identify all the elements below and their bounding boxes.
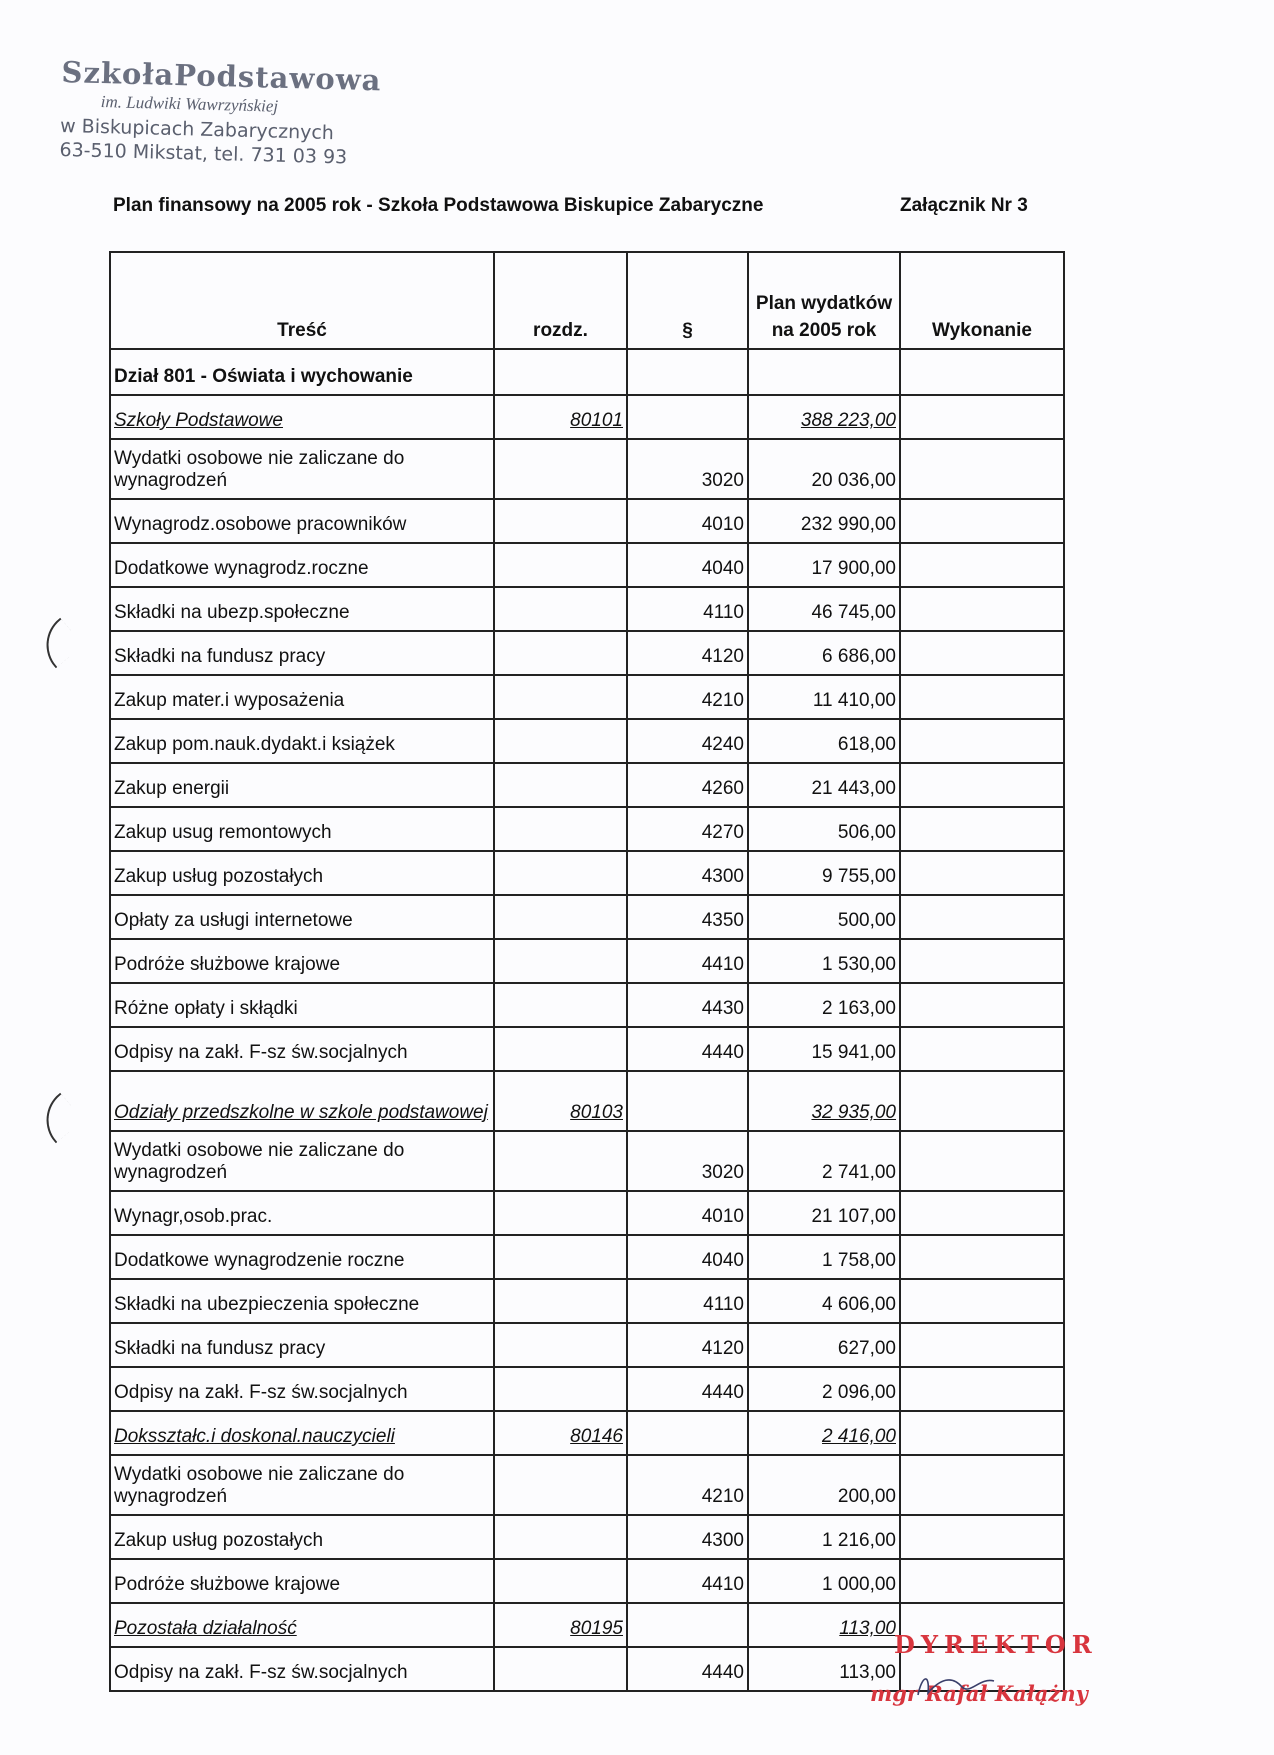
cell-plan: 388 223,00	[748, 395, 900, 439]
cell-wykonanie	[900, 543, 1064, 587]
cell-rozdz	[494, 851, 627, 895]
cell-wykonanie	[900, 1411, 1064, 1455]
cell-tresc: Składki na ubezpieczenia społeczne	[110, 1279, 494, 1323]
cell-wykonanie	[900, 631, 1064, 675]
cell-paragraph: 4040	[627, 1235, 748, 1279]
column-header-plan: Plan wydatków na 2005 rok	[748, 252, 900, 349]
cell-plan: 506,00	[748, 807, 900, 851]
cell-plan: 46 745,00	[748, 587, 900, 631]
table-row	[110, 1235, 1064, 1279]
section-title: Dział 801 - Oświata i wychowanie	[110, 349, 494, 395]
cell-paragraph: 4120	[627, 1323, 748, 1367]
cell-paragraph: 4300	[627, 851, 748, 895]
cell-paragraph: 4110	[627, 587, 748, 631]
cell-paragraph: 4410	[627, 1559, 748, 1603]
cell-rozdz	[494, 1027, 627, 1071]
cell-rozdz: 80146	[494, 1411, 627, 1455]
cell-rozdz	[494, 587, 627, 631]
cell-plan: 2 096,00	[748, 1367, 900, 1411]
cell-plan: 232 990,00	[748, 499, 900, 543]
cell-rozdz	[494, 1455, 627, 1515]
column-header-wykonanie: Wykonanie	[900, 252, 1064, 349]
cell-rozdz	[494, 499, 627, 543]
cell-wykonanie	[900, 1071, 1064, 1131]
cell-paragraph: 4110	[627, 1279, 748, 1323]
table-row	[110, 1559, 1064, 1603]
cell-rozdz	[494, 1559, 627, 1603]
cell-paragraph: 4440	[627, 1027, 748, 1071]
cell-tresc: Wydatki osobowe nie zaliczane do wynagrodzeń	[110, 1455, 494, 1515]
cell-wykonanie	[900, 1027, 1064, 1071]
cell-rozdz	[494, 1367, 627, 1411]
cell-plan: 1 530,00	[748, 939, 900, 983]
table-row	[110, 439, 1064, 499]
cell-wykonanie	[900, 1559, 1064, 1603]
cell-plan: 21 107,00	[748, 1191, 900, 1235]
table-row	[110, 631, 1064, 675]
cell-plan: 4 606,00	[748, 1279, 900, 1323]
table-row	[110, 675, 1064, 719]
cell-plan: 200,00	[748, 1455, 900, 1515]
cell-paragraph: 3020	[627, 1131, 748, 1191]
table-header-row	[110, 252, 1064, 349]
cell-tresc: Opłaty za usługi internetowe	[110, 895, 494, 939]
cell-wykonanie	[900, 395, 1064, 439]
cell-plan: 11 410,00	[748, 675, 900, 719]
punch-hole-mark	[33, 1093, 84, 1144]
cell-paragraph: 4440	[627, 1367, 748, 1411]
table-row	[110, 1279, 1064, 1323]
cell-rozdz	[494, 1235, 627, 1279]
cell-plan: 20 036,00	[748, 439, 900, 499]
cell-tresc: Zakup pom.nauk.dydakt.i książek	[110, 719, 494, 763]
table-row	[110, 939, 1064, 983]
cell-wykonanie	[900, 1515, 1064, 1559]
cell-tresc: Szkoły Podstawowe	[110, 395, 494, 439]
cell-wykonanie	[900, 1279, 1064, 1323]
cell-paragraph: 4260	[627, 763, 748, 807]
cell-rozdz	[494, 807, 627, 851]
table-row	[110, 499, 1064, 543]
cell-wykonanie	[900, 439, 1064, 499]
cell-wykonanie	[900, 1323, 1064, 1367]
cell-plan: 32 935,00	[748, 1071, 900, 1131]
cell-tresc: Odziały przedszkolne w szkole podstawowej	[110, 1071, 494, 1131]
cell-wykonanie	[900, 1235, 1064, 1279]
table-row	[110, 807, 1064, 851]
cell-plan: 113,00	[748, 1647, 900, 1691]
cell-rozdz: 80101	[494, 395, 627, 439]
document-title: Plan finansowy na 2005 rok - Szkoła Podstawowa Biskupice Zabaryczne	[113, 195, 764, 216]
cell-tresc: Dodatkowe wynagrodzenie roczne	[110, 1235, 494, 1279]
cell-rozdz: 80103	[494, 1071, 627, 1131]
cell-rozdz	[494, 439, 627, 499]
column-header-rozdz: rozdz.	[494, 252, 627, 349]
cell-paragraph	[627, 1603, 748, 1647]
cell-plan: 1 216,00	[748, 1515, 900, 1559]
cell-wykonanie	[900, 851, 1064, 895]
cell-wykonanie	[900, 1131, 1064, 1191]
handwritten-signature-icon	[910, 1665, 1000, 1705]
cell-tresc: Składki na fundusz pracy	[110, 631, 494, 675]
cell-tresc: Odpisy na zakł. F-sz św.socjalnych	[110, 1027, 494, 1071]
table-row	[110, 1367, 1064, 1411]
cell-rozdz	[494, 1191, 627, 1235]
cell-paragraph: 4410	[627, 939, 748, 983]
cell-wykonanie	[900, 763, 1064, 807]
cell-paragraph	[627, 395, 748, 439]
cell-tresc: Zakup mater.i wyposażenia	[110, 675, 494, 719]
annex-number: Załącznik Nr 3	[900, 195, 1028, 216]
punch-hole-mark	[33, 618, 84, 669]
cell-paragraph	[627, 1411, 748, 1455]
table-row	[110, 1323, 1064, 1367]
cell-plan: 1 000,00	[748, 1559, 900, 1603]
cell-tresc: Wynagrodz.osobowe pracowników	[110, 499, 494, 543]
cell-rozdz	[494, 719, 627, 763]
cell-plan: 1 758,00	[748, 1235, 900, 1279]
cell-tresc: Wydatki osobowe nie zaliczane do wynagrodzeń	[110, 439, 494, 499]
cell-wykonanie	[900, 1367, 1064, 1411]
cell-plan: 113,00	[748, 1603, 900, 1647]
cell-rozdz	[494, 675, 627, 719]
cell-paragraph: 4210	[627, 1455, 748, 1515]
table-row	[110, 1027, 1064, 1071]
cell-rozdz	[494, 1647, 627, 1691]
cell-paragraph: 3020	[627, 439, 748, 499]
cell-paragraph: 4120	[627, 631, 748, 675]
cell-tresc: Odpisy na zakł. F-sz św.socjalnych	[110, 1647, 494, 1691]
column-header-tresc: Treść	[110, 252, 494, 349]
cell-paragraph: 4440	[627, 1647, 748, 1691]
cell-paragraph: 4270	[627, 807, 748, 851]
table-cell	[627, 349, 748, 395]
cell-paragraph: 4040	[627, 543, 748, 587]
table-row	[110, 1131, 1064, 1191]
cell-paragraph: 4010	[627, 1191, 748, 1235]
table-cell	[494, 349, 627, 395]
cell-tresc: Dodatkowe wynagrodz.roczne	[110, 543, 494, 587]
cell-rozdz	[494, 1323, 627, 1367]
table-row	[110, 1515, 1064, 1559]
table-row	[110, 1191, 1064, 1235]
cell-tresc: Doksształc.i doskonal.nauczycieli	[110, 1411, 494, 1455]
cell-tresc: Składki na fundusz pracy	[110, 1323, 494, 1367]
cell-rozdz	[494, 983, 627, 1027]
cell-tresc: Podróże służbowe krajowe	[110, 939, 494, 983]
table-row	[110, 895, 1064, 939]
cell-wykonanie	[900, 983, 1064, 1027]
cell-rozdz	[494, 895, 627, 939]
cell-plan: 627,00	[748, 1323, 900, 1367]
cell-tresc: Odpisy na zakł. F-sz św.socjalnych	[110, 1367, 494, 1411]
subsection-row	[110, 395, 1064, 439]
cell-wykonanie	[900, 807, 1064, 851]
signature-name: mgr Rafał Kałążny	[870, 1681, 1088, 1706]
cell-wykonanie	[900, 1455, 1064, 1515]
table-row	[110, 587, 1064, 631]
cell-tresc: Zakup energii	[110, 763, 494, 807]
cell-wykonanie	[900, 719, 1064, 763]
cell-paragraph: 4430	[627, 983, 748, 1027]
table-row	[110, 1455, 1064, 1515]
cell-rozdz	[494, 1131, 627, 1191]
cell-plan: 6 686,00	[748, 631, 900, 675]
stamp-line-3: w Biskupicach Zabarycznych	[59, 114, 335, 145]
cell-tresc: Zakup usug remontowych	[110, 807, 494, 851]
cell-tresc: Różne opłaty i skłądki	[110, 983, 494, 1027]
budget-table	[109, 251, 1065, 1692]
cell-rozdz	[494, 1279, 627, 1323]
cell-wykonanie	[900, 1191, 1064, 1235]
cell-plan: 2 416,00	[748, 1411, 900, 1455]
cell-plan: 618,00	[748, 719, 900, 763]
cell-plan: 9 755,00	[748, 851, 900, 895]
section-row	[110, 349, 1064, 395]
cell-wykonanie	[900, 895, 1064, 939]
cell-plan: 2 163,00	[748, 983, 900, 1027]
table-row	[110, 983, 1064, 1027]
cell-tresc: Zakup usług pozostałych	[110, 1515, 494, 1559]
cell-rozdz	[494, 631, 627, 675]
table-cell	[748, 349, 900, 395]
cell-plan: 500,00	[748, 895, 900, 939]
cell-wykonanie	[900, 587, 1064, 631]
table-row	[110, 763, 1064, 807]
cell-tresc: Składki na ubezp.społeczne	[110, 587, 494, 631]
cell-paragraph	[627, 1071, 748, 1131]
cell-plan: 2 741,00	[748, 1131, 900, 1191]
cell-wykonanie	[900, 939, 1064, 983]
cell-rozdz: 80195	[494, 1603, 627, 1647]
stamp-line-4: 63-510 Mikstat, tel. 731 03 93	[59, 138, 348, 169]
cell-tresc: Wydatki osobowe nie zaliczane do wynagrodzeń	[110, 1131, 494, 1191]
signature-title: DYREKTOR	[894, 1630, 1098, 1659]
table-cell	[900, 349, 1064, 395]
cell-plan: 21 443,00	[748, 763, 900, 807]
table-row	[110, 851, 1064, 895]
cell-paragraph: 4210	[627, 675, 748, 719]
cell-tresc: Podróże służbowe krajowe	[110, 1559, 494, 1603]
cell-plan: 15 941,00	[748, 1027, 900, 1071]
cell-rozdz	[494, 939, 627, 983]
cell-tresc: Zakup usług pozostałych	[110, 851, 494, 895]
cell-rozdz	[494, 1515, 627, 1559]
subsection-row	[110, 1411, 1064, 1455]
cell-paragraph: 4010	[627, 499, 748, 543]
cell-paragraph: 4300	[627, 1515, 748, 1559]
cell-wykonanie	[900, 675, 1064, 719]
cell-tresc: Pozostała działalność	[110, 1603, 494, 1647]
stamp-line-1: SzkołaPodstawowa	[61, 55, 382, 98]
subsection-row	[110, 1071, 1064, 1131]
cell-wykonanie	[900, 499, 1064, 543]
stamp-line-2: im. Ludwiki Wawrzyńskiej	[100, 92, 279, 116]
table-row	[110, 543, 1064, 587]
cell-rozdz	[494, 763, 627, 807]
school-stamp	[59, 55, 382, 169]
cell-paragraph: 4240	[627, 719, 748, 763]
cell-plan: 17 900,00	[748, 543, 900, 587]
table-row	[110, 719, 1064, 763]
cell-paragraph: 4350	[627, 895, 748, 939]
column-header-paragraph: §	[627, 252, 748, 349]
cell-rozdz	[494, 543, 627, 587]
cell-tresc: Wynagr,osob.prac.	[110, 1191, 494, 1235]
